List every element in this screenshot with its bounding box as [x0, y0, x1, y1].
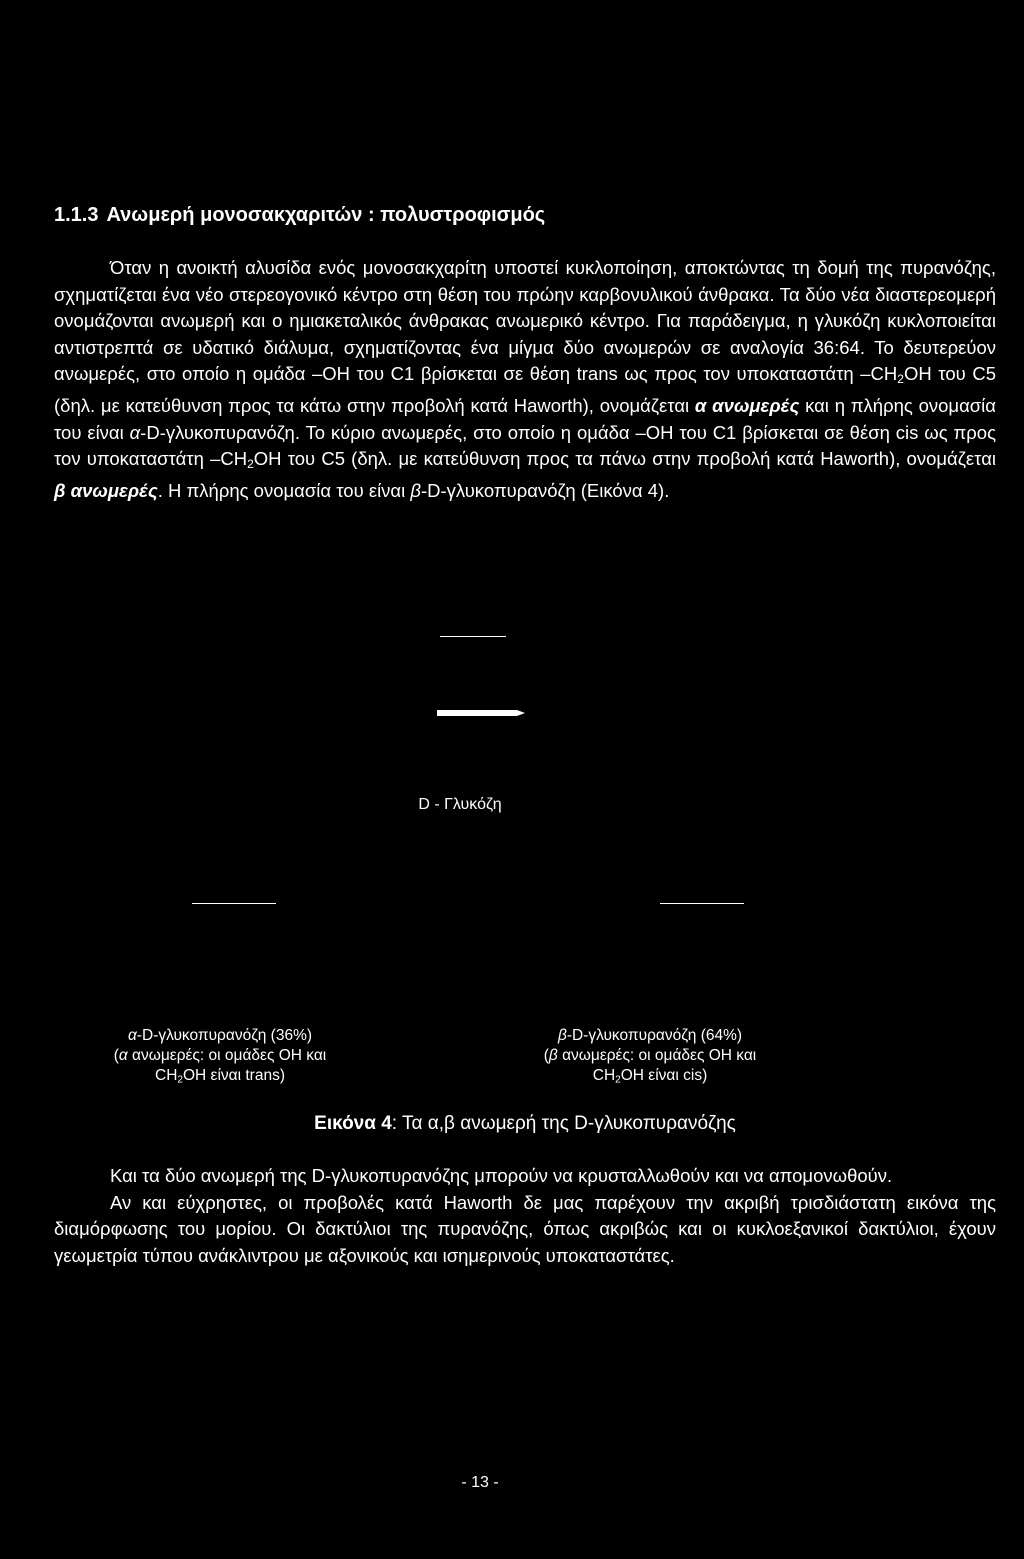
- beta-anomer-label: β-D-γλυκοπυρανόζη (64%) (β ανωμερές: οι ομάδες OH και $CH_2OH$ είναι cis): [543, 1027, 757, 1086]
- figure-caption: [54, 1113, 996, 1135]
- section-number: 1.1.3: [54, 204, 99, 226]
- equilibrium-arrow: [437, 710, 525, 716]
- intro-paragraph: [54, 255, 996, 504]
- caption-text: : Τα α,β ανωμερή της D-γλυκοπυρανόζης: [391, 1113, 736, 1134]
- page-number: - 13 -: [461, 1474, 499, 1491]
- section-title: Ανωμερή μονοσακχαριτών : πολυστροφισμός: [106, 204, 546, 226]
- alpha-anomer-term: α ανωμερές: [694, 394, 800, 416]
- beta-label-ch: CH: [592, 1067, 616, 1084]
- figure-line-left: [192, 903, 276, 904]
- p1-text-3: και η πλήρης ονομασία του είναι: [54, 394, 996, 443]
- p1-text-7: -D-γλυκοπυρανόζη (Εικόνα 4).: [420, 479, 670, 501]
- figure-line-right: [660, 903, 744, 904]
- p1-sub-1: 2: [897, 372, 904, 387]
- p1-text-6: . Η πλήρης ονομασία του είναι: [157, 479, 411, 501]
- p1-text-1: Όταν η ανοικτή αλυσίδα ενός μονοσακχαρίτη υποστεί κυκλοποίηση, αποκτώντας τη δομή της πυρανόζης, σχηματίζεται ένα νέο στερεογονικό κέντρο στη θέση του πρώην καρβονυλικού άνθρακα. Τα δύο νέα διαστερεομερή ονομάζονται ανωμερή και ο ημιακεταλικός άνθρακας ανωμερικό κέντρο. Για παράδειγμα, η γλυκόζη κυκλοποιείται αντιστρεπτά σε υδατικό διάλυμα, σχηματίζοντας ένα μίγμα δύο ανωμερών σε αναλογία 36:64. Το δευτερεύον ανωμερές, στο οποίο η ομάδα –OH του C1 βρίσκεται σε θέση trans ως προς τον υποκαταστάτη –CH: [54, 257, 996, 385]
- alpha-symbol: α: [129, 421, 141, 443]
- caption-label: Εικόνα 4: [314, 1113, 392, 1134]
- closing-paragraph-2: Αν και εύχρηστες, οι προβολές κατά Haworth δε μας παρέχουν την ακριβή τρισδιάστατη εικόνα της διαμόρφωσης του μορίου. Οι δακτύλιοι της πυρανόζης, όπως ακριβώς και οι κυκλοεξανικοί δακτύλιοι, έχουν γεωμετρία τύπου ανάκλιντρου με αξονικούς και ισημερινούς υποκαταστάτες.: [54, 1191, 996, 1266]
- alpha-label-symbol: α: [127, 1027, 137, 1044]
- beta-label-symbol: β: [557, 1027, 567, 1044]
- p1-text-4: -D-γλυκοπυρανόζη. Το κύριο ανωμερές, στο οποίο η ομάδα –OH του C1 βρίσκεται σε θέση cis ως προς τον υποκαταστάτη –CH: [54, 421, 996, 470]
- beta-label-line3: OH είναι cis): [620, 1067, 708, 1084]
- p1-sub-2: 2: [247, 457, 254, 472]
- alpha-label-ch: CH: [155, 1067, 178, 1084]
- alpha-anomer-label: α-D-γλυκοπυρανόζη (36%) (α ανωμερές: οι ομάδες OH και $CH_2OH$ είναι trans): [113, 1027, 327, 1086]
- beta-symbol: β: [410, 479, 421, 501]
- beta-label-line2: ανωμερές: οι ομάδες OH και: [557, 1047, 757, 1064]
- beta-anomer-term: β ανωμερές: [54, 479, 158, 501]
- alpha-label-sub: 2: [177, 1074, 183, 1086]
- beta-label-symbol-2: β: [548, 1047, 558, 1064]
- section-heading: [54, 200, 994, 230]
- alpha-label-name: -D-γλυκοπυρανόζη (36%): [136, 1027, 313, 1044]
- figure-line-top: [440, 636, 506, 637]
- p1-text-2: OH του C5 (δηλ. με κατεύθυνση προς τα κάτω στην προβολή κατά Haworth), ονομάζεται: [54, 363, 996, 416]
- closing-paragraph-1: Και τα δύο ανωμερή της D-γλυκοπυρανόζης μπορούν να κρυσταλλωθούν και να απομονωθούν.: [110, 1165, 893, 1186]
- beta-label-name: -D-γλυκοπυρανόζη (64%): [566, 1027, 743, 1044]
- closing-paragraphs: [54, 1163, 996, 1269]
- d-glucose-label: D - Γλυκόζη: [418, 796, 502, 813]
- beta-label-sub: 2: [615, 1074, 621, 1086]
- alpha-label-line2: ανωμερές: οι ομάδες OH και: [127, 1047, 327, 1064]
- alpha-label-line3: OH είναι trans): [183, 1067, 285, 1084]
- p1-text-5: OH του C5 (δηλ. με κατεύθυνση προς τα πάνω στην προβολή κατά Haworth), ονομάζεται: [253, 448, 996, 470]
- alpha-label-symbol-2: α: [118, 1047, 128, 1064]
